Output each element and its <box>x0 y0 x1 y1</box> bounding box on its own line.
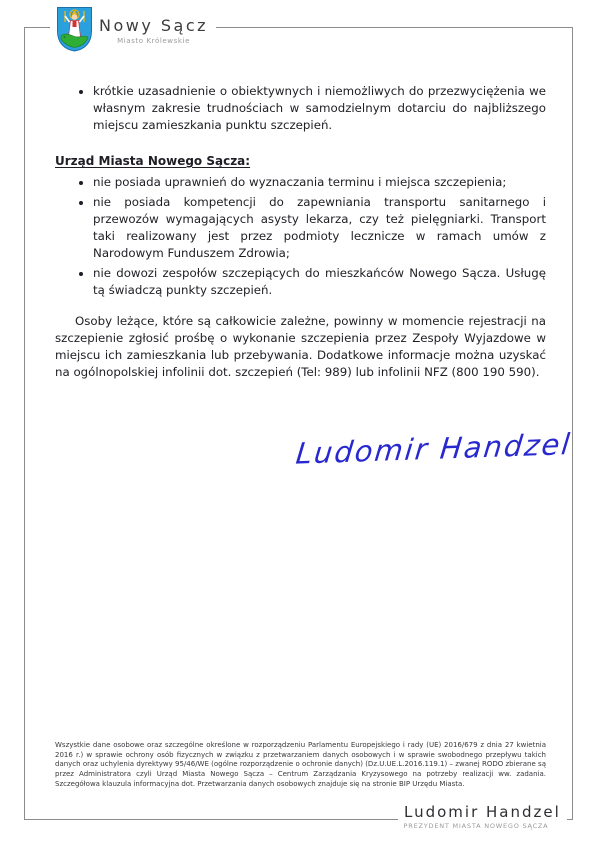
office-bullet-item: • nie posiada kompetencji do zapewniania transportu sanitarnego i przewozów wymagających asysty lekarza, czy też pielęgniarki. Transport taki realizowany jest przez podmioty lecznicze w ramach umów z Narodowym Funduszem Zdrowia; <box>93 194 546 262</box>
city-name: Nowy Sącz <box>99 16 209 35</box>
office-bullet-list <box>55 174 546 299</box>
logo-text <box>99 16 208 45</box>
signatory-title: PREZYDENT MIASTA NOWEGO SĄCZA <box>403 822 549 830</box>
letter-body <box>55 83 546 381</box>
intro-bullet-item: • krótkie uzasadnienie o obiektywnych i niemożliwych do przezwyciężenia we własnym zakresie trudnościach w samodzielnym dotarciu do najbliższego miejscu zamieszkania punktu szczepień. <box>93 83 546 134</box>
section-heading: Urząd Miasta Nowego Sącza: <box>55 154 251 168</box>
signatory-name: Ludomir Handzel <box>398 803 567 821</box>
closing-paragraph: Osoby leżące, które są całkowicie zależne, powinny w momencie rejestracji na szczepienie zgłosić prośbę o wykonanie szczepienia przez Zespoły Wyjazdowe w miejscu ich zamieszkania lub przebywania. Dodatkowe informacje można uzyskać na ogólnopolskiej infolinii dot. szczepień (Tel: 989) lub infolinii NFZ (800 190 590). <box>55 314 546 379</box>
office-bullet-item: • nie dowozi zespołów szczepiących do mieszkańców Nowego Sącza. Usługę tą świadczą punkty szczepień. <box>93 265 546 299</box>
city-subtitle: Miasto Królewskie <box>117 37 190 45</box>
header <box>50 4 216 54</box>
handwritten-signature: Ludomir Handzel <box>294 426 574 471</box>
coat-of-arms-icon <box>56 6 93 52</box>
rodo-disclaimer: Wszystkie dane osobowe oraz szczególne określone w rozporządzeniu Parlamentu Europejskiego i rady (UE) 2016/679 z dnia 27 kwietnia 2016 r.) w sprawie ochrony osób fizycznych w związku z przetwarzaniem danych osobowych i w sprawie swobodnego przepływu takich danych oraz uchylenia dyrektywy 95/46/WE (ogólne rozporządzenie o ochronie danych) (Dz.U.UE.L.2016.119.1) – zwanej RODO zbierane są przez Administratora czyli Urząd Miasta Nowego Sącza – Centrum Zarządzania Kryzysowego na potrzeby realizacji ww. zadania. Szczegółowa klauzula informacyjna dot. Przetwarzania danych osobowych znajduje się na stronie BIP Urzędu Miasta. <box>55 741 546 788</box>
intro-bullet-list <box>55 83 546 134</box>
office-bullet-item: • nie posiada uprawnień do wyznaczania terminu i miejsca szczepienia; <box>93 174 546 191</box>
